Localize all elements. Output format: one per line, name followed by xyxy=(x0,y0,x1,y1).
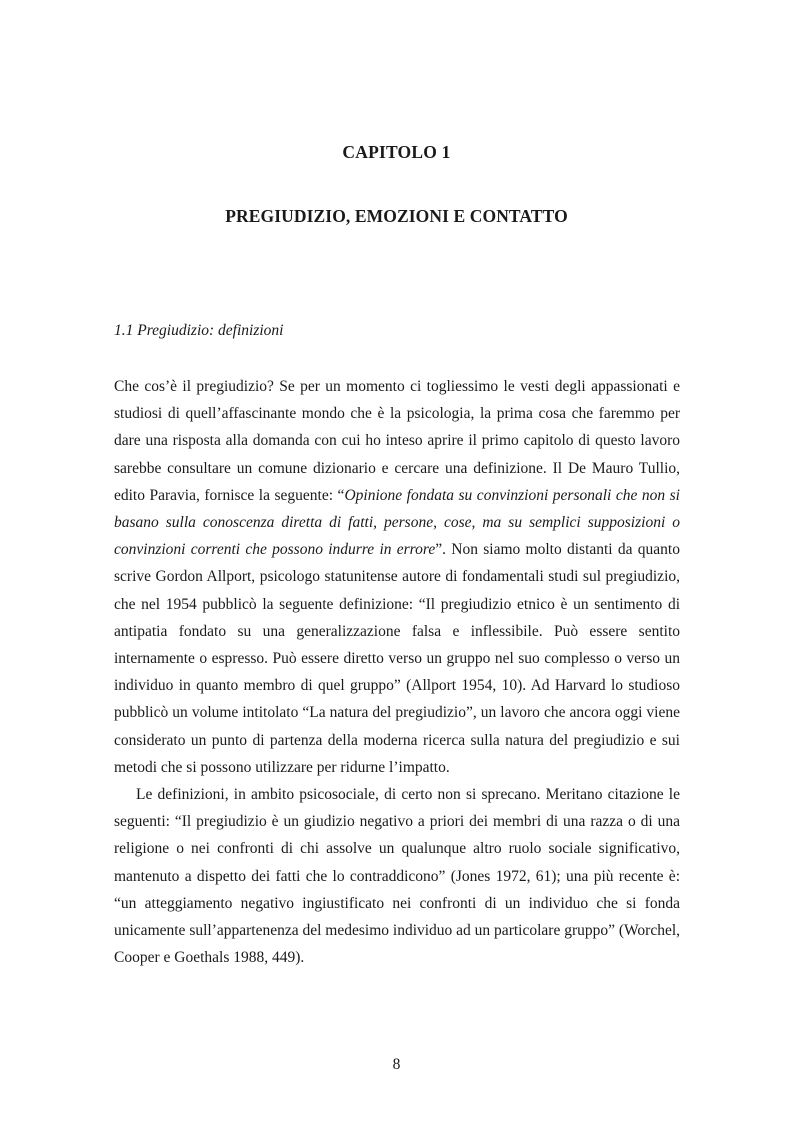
paragraph-1-text-a: Che cos’è il pregiudizio? Se per un momento ci togliessimo le vesti degli appassionati e studiosi di quell’affascinante mondo che è la psicologia, la prima cosa che faremmo per dare una risposta alla domanda con cui ho inteso aprire il primo capitolo di questo lavoro sarebbe consultare un comune dizionario e cercare una definizione. Il De Mauro Tullio, edito Paravia, fornisce la seguente: “ xyxy=(114,378,680,504)
page-number: 8 xyxy=(392,1056,401,1073)
body-text xyxy=(114,373,680,971)
paragraph-2: Le definizioni, in ambito psicosociale, di certo non si sprecano. Meritano citazione le seguenti: “Il pregiudizio è un giudizio negativo a priori dei membri di una razza o di una religione o nei confronti di chi assolve un qualunque altro ruolo sociale significativo, mantenuto a dispetto dei fatti che lo contraddicono” (Jones 1972, 61); una più recente è: “un atteggiamento negativo ingiustificato nei confronti di un individuo che si fonda unicamente sull’appartenenza del medesimo individuo ad un particolare gruppo” (Worchel, Cooper e Goethals 1988, 449). xyxy=(114,786,681,967)
paragraph-1 xyxy=(114,373,680,781)
chapter-title: PREGIUDIZIO, EMOZIONI E CONTATTO xyxy=(225,206,568,226)
chapter-label: CAPITOLO 1 xyxy=(342,142,451,162)
dictionary-quote: Opinione fondata su convinzioni personali che non si basano sulla conoscenza diretta di fatti, persone, cose, ma su semplici supposizioni o convinzioni correnti che possono indurre in errore xyxy=(114,486,680,559)
paragraph-1-text-b: ”. Non siamo molto distanti da quanto scrive Gordon Allport, psicologo statunitense autore di fondamentali studi sul pregiudizio, che nel 1954 pubblicò la seguente definizione: “Il pregiudizio etnico è un sentimento di antipatia fondato su una generalizzazione falsa e inflessibile. Può essere sentito internamente o espresso. Può essere diretto verso un gruppo nel suo complesso o verso un individuo in quanto membro di quel gruppo” (Allport 1954, 10). Ad Harvard lo studioso pubblicò un volume intitolato “La natura del pregiudizio”, un lavoro che ancora oggi viene considerato un punto di partenza della moderna ricerca sulla natura del pregiudizio e sui metodi che si possono utilizzare per ridurne l’impatto. xyxy=(114,541,680,776)
section-heading: 1.1 Pregiudizio: definizioni xyxy=(114,322,284,339)
